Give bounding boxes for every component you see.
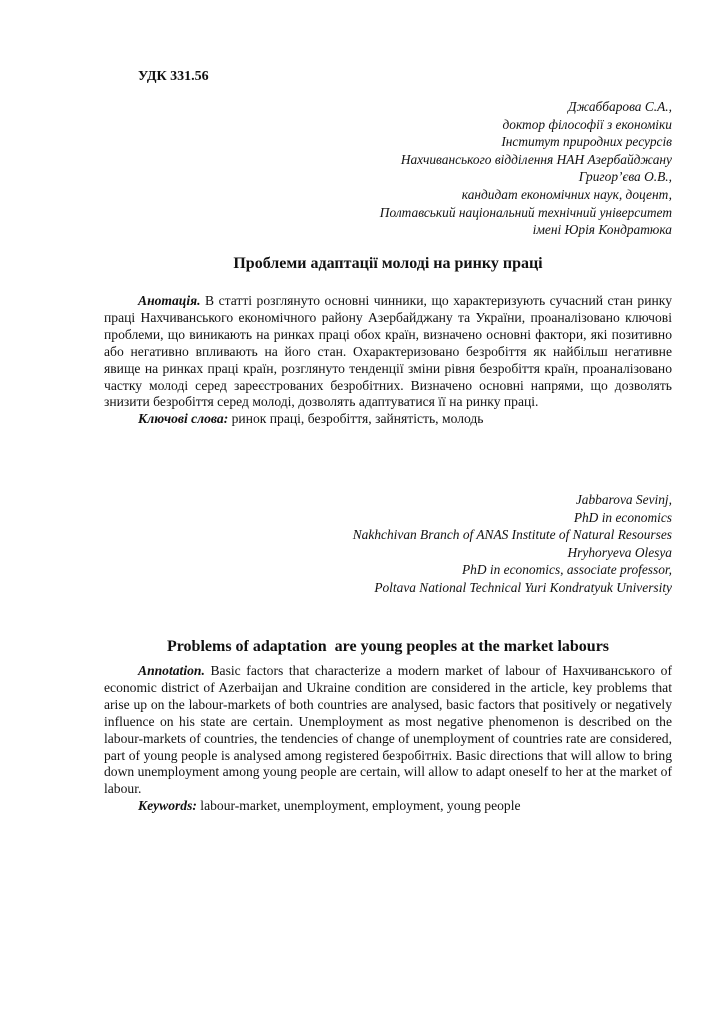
author-line: PhD in economics, associate professor, [461, 562, 672, 578]
author-line: Полтавський національний технічний університет [379, 204, 672, 220]
keywords-label: Keywords: [138, 798, 197, 814]
abstract-label: Анотація. [138, 293, 201, 308]
keywords-paragraph-en [104, 798, 672, 815]
udc-code: УДК 331.56 [138, 69, 209, 84]
author-line: Nakhchivan Branch of ANAS Institute of Natural Resourses [352, 527, 672, 543]
author-line: Jabbarova Sevinj, [575, 492, 672, 507]
author-line: Джаббарова С.А., [568, 99, 672, 114]
abstract-ua [104, 293, 672, 428]
abstract-text: Basic factors that characterize a modern market of labour of Нахчиванського of economic district of Azerbaijan and Ukraine condition are considered in the article, key problems that arise up on the labour-markets of both countries are analysed, basic factors that positively or negatively influence on his state are certain. Unemployment as most negative phenomenon is described on the labour-markets of countries, the tendencies of change of unemployment of countries rate are considered, part of young people is analysed among registered безробітніх. Basic directions that will allow to bring down unemployment among young people are certain, will allow to adapt oneself to her at the market of labour. [104, 663, 672, 797]
author-line: Hryhoryeva Olesya [567, 544, 672, 560]
keywords-text: labour-market, unemployment, employment, young people [196, 798, 521, 814]
author-line: імені Юрія Кондратюка [532, 222, 672, 238]
abstract-paragraph-en [104, 663, 672, 798]
author-line: PhD in economics [573, 509, 672, 525]
author-line: Григор’єва О.В., [578, 169, 672, 185]
authors-block-en [353, 491, 672, 597]
author-line: кандидат економічних наук, доцент, [461, 186, 672, 202]
abstract-text: В статті розглянуто основні чинники, що характеризують сучасний стан ринку праці Нахчиванського економічного району Азербайджану та України, проаналізовано ключові проблеми, що виникають на ринках праці обох країн, визначено основні фактори, які позитивно або негативно впливають на його стан. Охарактеризовано безробіття як найбільш негативне явище на ринках праці країн, розглянуто тенденції зміни рівня безробіття країн, проаналізовано частку молоді серед зареєстрованих безробітних. Визначено основні напрями, що дозволять знизити безробіття серед молоді, дозволять адаптуватися її на ринку праці. [104, 293, 672, 410]
abstract-label: Annotation. [138, 663, 205, 678]
keywords-paragraph-ua [104, 411, 672, 428]
keywords-text: ринок праці, безробіття, зайнятість, молодь [228, 411, 484, 427]
abstract-en [104, 663, 672, 815]
article-title-ua: Проблеми адаптації молоді на ринку праці [233, 255, 543, 272]
authors-block-ua [380, 98, 672, 239]
author-line: Інститут природних ресурсів [501, 134, 672, 150]
article-title-en: Problems of adaptation are young peoples at the market labours [166, 638, 610, 655]
author-line: Poltava National Technical Yuri Kondratyuk University [374, 579, 672, 595]
abstract-paragraph-ua [104, 293, 672, 411]
keywords-label: Ключові слова: [138, 411, 229, 427]
author-line: Нахчиванського відділення НАН Азербайджану [400, 151, 672, 167]
author-line: доктор філософії з економіки [502, 116, 672, 132]
